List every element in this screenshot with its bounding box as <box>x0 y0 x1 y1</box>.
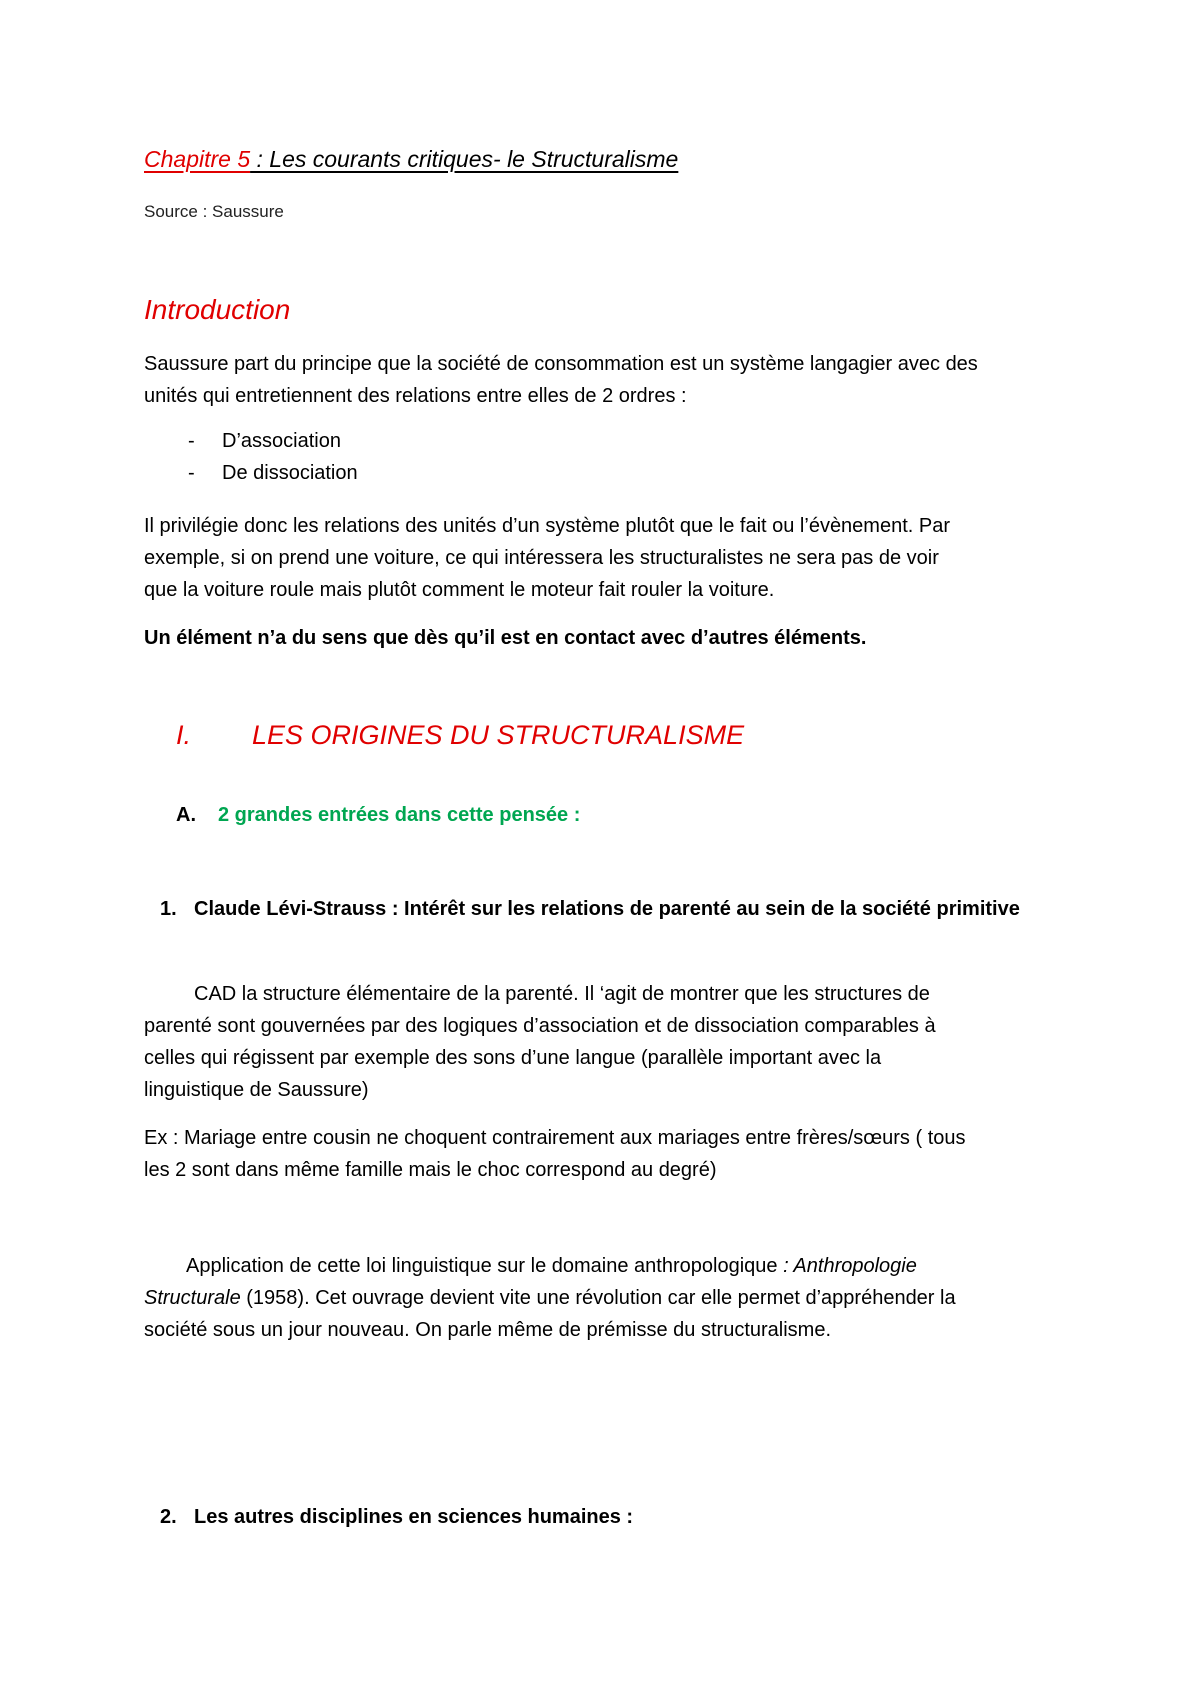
subsection-title: 2 grandes entrées dans cette pensée : <box>218 804 581 826</box>
list-dash: - <box>188 430 195 452</box>
intro-para2-line-1: Il privilégie donc les relations des unités d’un système plutôt que le fait ou l’évènement. Par <box>144 515 951 537</box>
example-line-2: les 2 sont dans même famille mais le choc correspond au degré) <box>144 1159 717 1181</box>
item-1-title: Claude Lévi-Strauss : Intérêt sur les relations de parenté au sein de la société primitive <box>194 898 1020 920</box>
bold-statement: Un élément n’a du sens que dès qu’il est en contact avec d’autres éléments. <box>144 627 867 649</box>
list-item-association: D’association <box>222 430 341 452</box>
list-item-dissociation: De dissociation <box>222 462 358 484</box>
item-1-para-line-2: parenté sont gouvernées par des logiques d’association et de dissociation comparables à <box>144 1015 936 1037</box>
intro-line-1: Saussure part du principe que la société de consommation est un système langagier avec des <box>144 353 978 375</box>
item-2-title: Les autres disciplines en sciences humaines : <box>194 1506 634 1528</box>
item-2-number: 2. <box>160 1506 177 1528</box>
item-1-para-line-3: celles qui régissent par exemple des sons d’une langue (parallèle important avec la <box>144 1047 882 1069</box>
application-line-2 <box>144 1282 956 1314</box>
application-line-1-italic: : Anthropologie <box>783 1255 917 1277</box>
chapter-label: Chapitre 5 <box>144 146 251 172</box>
application-line-2-text: (1958). Cet ouvrage devient vite une révolution car elle permet d’appréhender la <box>240 1287 956 1309</box>
item-1-number: 1. <box>160 898 177 920</box>
application-line-3: société sous un jour nouveau. On parle même de prémisse du structuralisme. <box>144 1319 832 1341</box>
item-1-para-line-1: CAD la structure élémentaire de la parenté. Il ‘agit de montrer que les structures de <box>194 983 930 1005</box>
intro-para2-line-2: exemple, si on prend une voiture, ce qui intéressera les structuralistes ne sera pas de voir <box>144 547 939 569</box>
item-1-para-line-4: linguistique de Saussure) <box>144 1079 369 1101</box>
section-title: LES ORIGINES DU STRUCTURALISME <box>252 720 745 750</box>
application-line-1-text: Application de cette loi linguistique sur le domaine anthropologique <box>186 1255 784 1277</box>
intro-line-2: unités qui entretiennent des relations entre elles de 2 ordres : <box>144 385 687 407</box>
application-line-2-italic: Structurale <box>144 1287 241 1309</box>
chapter-subtitle: : Les courants critiques- le Structuralisme <box>250 146 679 172</box>
example-line-1: Ex : Mariage entre cousin ne choquent contrairement aux mariages entre frères/sœurs ( tous <box>144 1127 966 1149</box>
application-line-1 <box>186 1250 917 1282</box>
chapter-title <box>144 146 678 173</box>
section-number: I. <box>176 720 192 750</box>
intro-heading: Introduction <box>144 294 291 325</box>
intro-para2-line-3: que la voiture roule mais plutôt comment le moteur fait rouler la voiture. <box>144 579 775 601</box>
list-dash: - <box>188 462 195 484</box>
subsection-letter: A. <box>176 804 196 826</box>
source-line: Source : Saussure <box>144 202 284 221</box>
